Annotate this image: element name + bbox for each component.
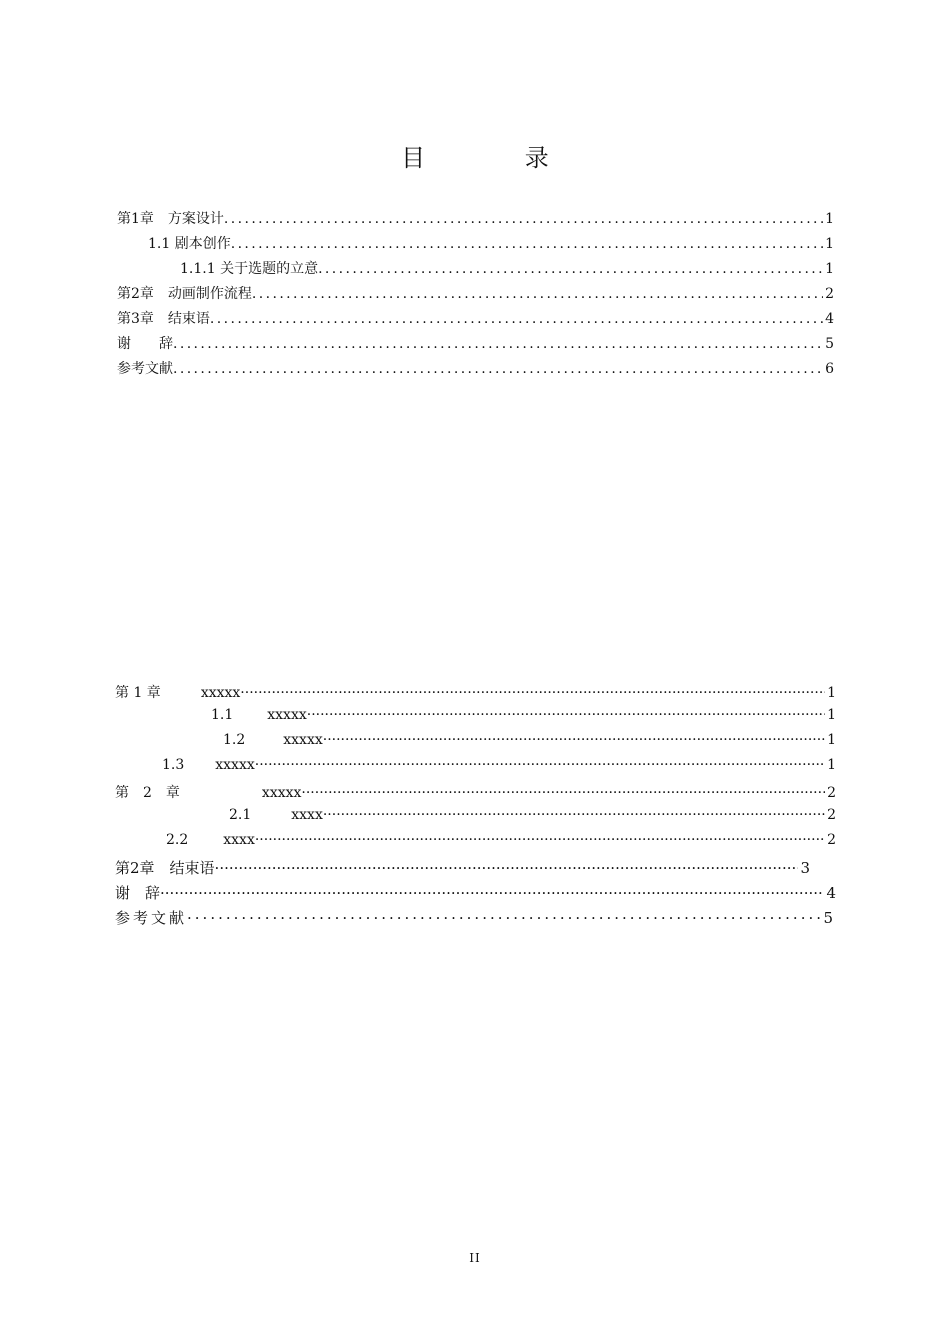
toc-entry[interactable] <box>211 707 836 723</box>
toc-entry-label: 第2章 动画制作流程 <box>117 286 252 302</box>
dot-leader <box>210 311 823 327</box>
toc-entry-page: 2 <box>827 832 836 848</box>
toc-entry-text: xxxxx <box>215 757 255 773</box>
toc-entry-page: 5 <box>825 336 834 352</box>
toc-entry[interactable] <box>148 233 834 253</box>
toc-entry-label: 1.1 剧本创作 <box>148 236 231 252</box>
dot-leader <box>224 211 823 227</box>
toc-entry-label: 第1章 方案设计 <box>117 211 224 227</box>
toc-entry-label: 参考文献 <box>115 909 188 927</box>
dot-leader <box>240 685 825 701</box>
toc-entry[interactable] <box>162 757 836 773</box>
dot-leader <box>160 884 824 902</box>
dot-leader <box>301 785 825 801</box>
toc-entry-label: 1.1 <box>211 707 234 723</box>
toc-entry-label: 参考文献 <box>117 361 173 377</box>
toc-entry[interactable] <box>115 857 810 878</box>
toc-entry-page: 5 <box>823 909 836 927</box>
page-number: II <box>469 1251 481 1265</box>
toc-entry-page: 1 <box>825 261 834 277</box>
toc-entry-label: 第2章 结束语 <box>115 859 215 877</box>
dot-leader <box>255 757 825 773</box>
toc-entry[interactable] <box>180 258 834 278</box>
toc-entry-label: 第3章 结束语 <box>117 311 210 327</box>
toc-entry-page: 4 <box>825 311 834 327</box>
toc-entry-label: 1.3 <box>162 757 185 773</box>
toc-entry-label: 2.2 <box>166 832 189 848</box>
toc-entry-page: 4 <box>826 884 836 902</box>
dot-leader <box>231 236 823 252</box>
dot-leader <box>255 832 825 848</box>
toc-entry-text: xxxxx <box>267 707 307 723</box>
toc-entry-label: 2.1 <box>229 807 252 823</box>
toc-entry-page: 1 <box>825 236 834 252</box>
toc-entry[interactable] <box>166 832 836 848</box>
toc-entry-page: 2 <box>825 286 834 302</box>
dot-leader <box>252 286 823 302</box>
toc-entry-label: 谢 辞 <box>115 884 161 902</box>
toc-entry[interactable] <box>115 782 836 802</box>
toc-entry-text: xxxxx <box>283 732 323 748</box>
toc-entry-page: 2 <box>827 785 836 801</box>
dot-leader <box>318 261 823 277</box>
toc-entry-page: 1 <box>827 732 836 748</box>
toc-entry[interactable] <box>223 732 836 748</box>
dot-leader <box>323 732 825 748</box>
toc-entry-page: 1 <box>827 707 836 723</box>
toc-entry-label: 谢 辞 <box>117 336 173 352</box>
toc-entry[interactable] <box>117 283 834 303</box>
toc-entry[interactable] <box>115 682 836 702</box>
toc-entry-text: xxxx <box>291 807 323 823</box>
toc-entry-page: 2 <box>827 807 836 823</box>
toc-entry[interactable] <box>117 358 834 378</box>
toc-entry-label: 第 2 章 <box>115 785 180 801</box>
toc-entry-text: xxxxx <box>200 685 241 701</box>
toc-entry-label: 1.2 <box>223 732 246 748</box>
dot-leader <box>215 859 799 877</box>
dot-leader <box>307 707 825 723</box>
toc-entry-page: 6 <box>825 361 834 377</box>
toc-entry[interactable] <box>115 907 836 928</box>
dot-leader <box>187 909 821 927</box>
toc-entry[interactable] <box>115 882 836 903</box>
toc-entry[interactable] <box>117 308 834 328</box>
toc-title: 目 录 <box>401 144 595 172</box>
toc-entry-page: 3 <box>800 859 810 877</box>
toc-entry-text: xxxx <box>223 832 255 848</box>
toc-entry-page: 1 <box>827 685 836 701</box>
toc-entry-page: 1 <box>827 757 836 773</box>
toc-entry[interactable] <box>117 208 834 228</box>
toc-entry[interactable] <box>117 333 834 353</box>
dot-leader <box>323 807 825 823</box>
toc-entry-page: 1 <box>825 211 834 227</box>
toc-entry-label: 1.1.1 关于选题的立意 <box>180 261 319 277</box>
dot-leader <box>173 336 823 352</box>
toc-entry-text: xxxxx <box>261 785 302 801</box>
toc-entry[interactable] <box>229 807 836 823</box>
dot-leader <box>173 361 823 377</box>
toc-entry-label: 第 1 章 <box>115 685 161 701</box>
